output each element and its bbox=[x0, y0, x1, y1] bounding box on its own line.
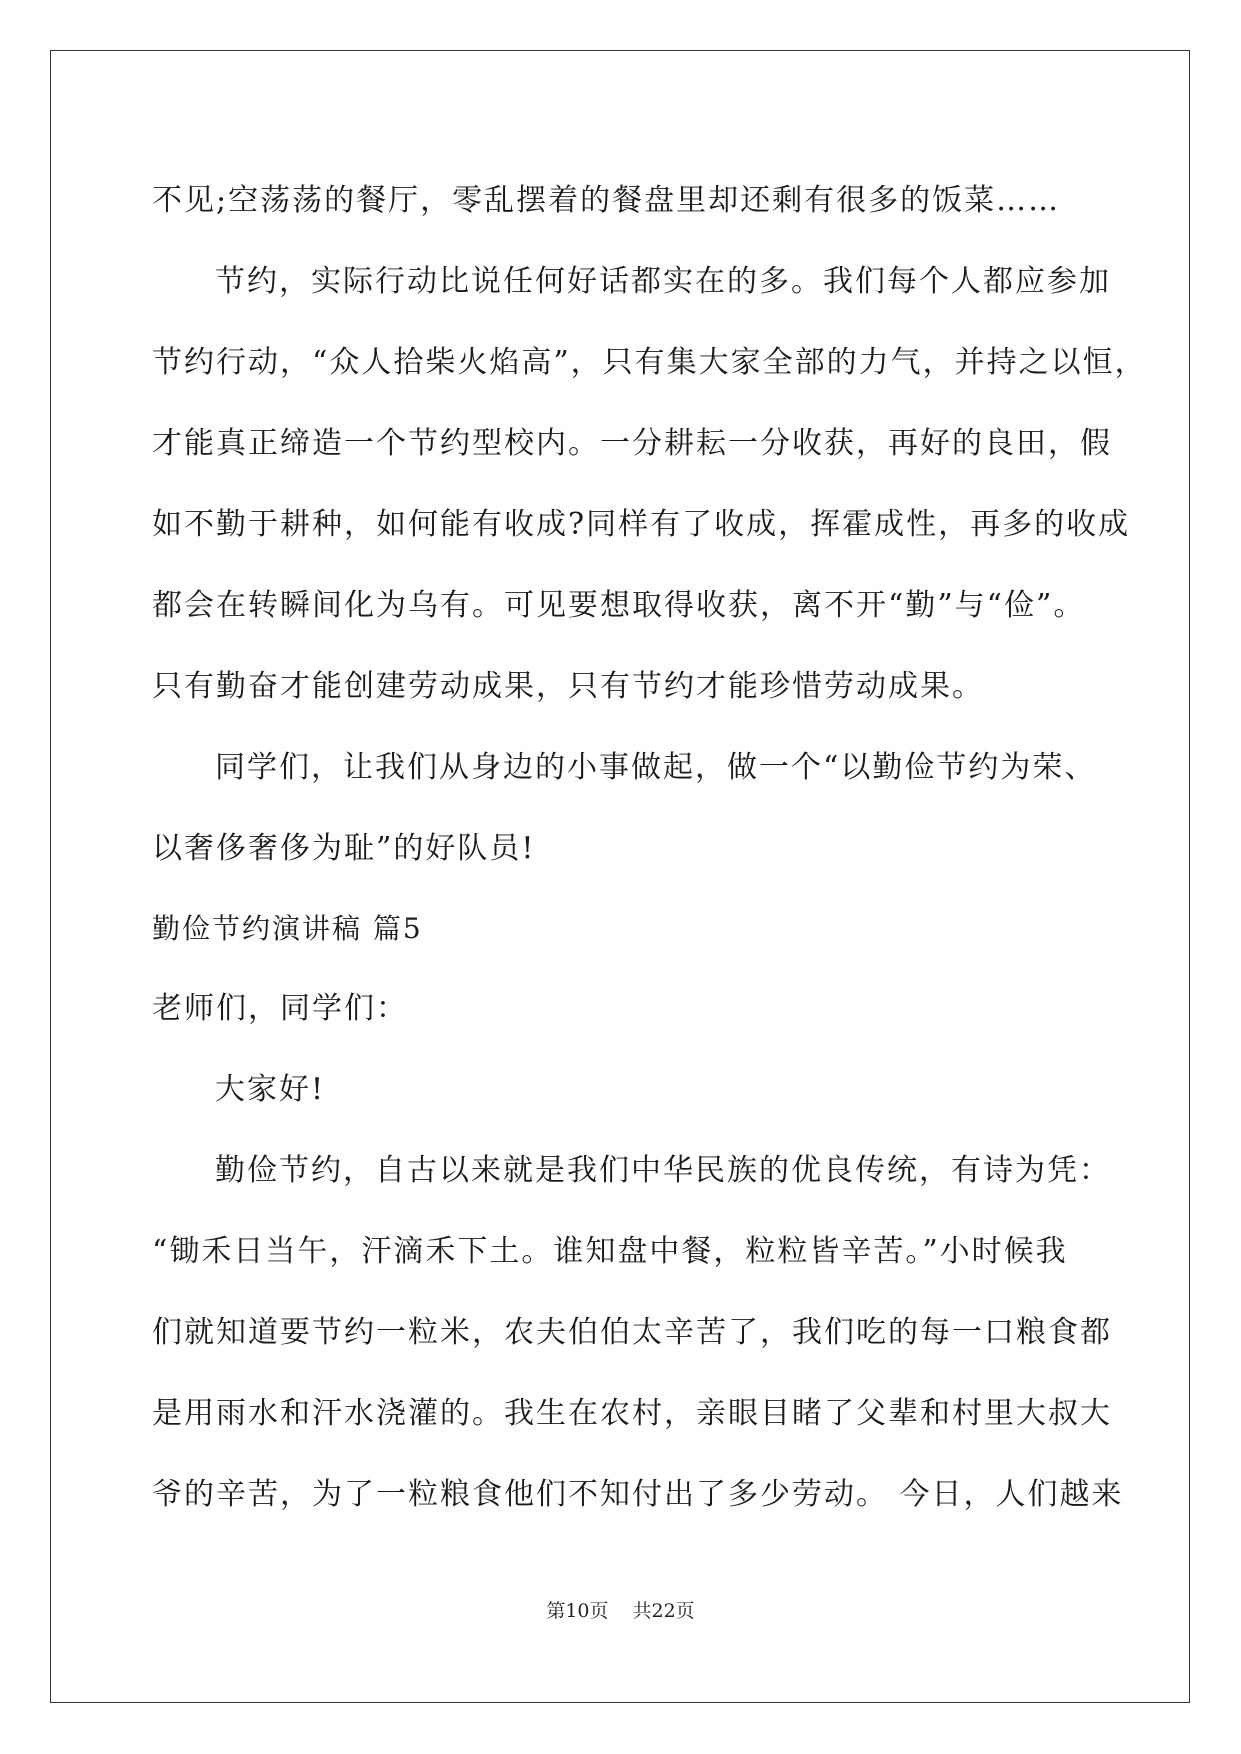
text-line: 爷的辛苦，为了一粒粮食他们不知付出了多少劳动。 今日，人们越来 bbox=[152, 1477, 1124, 1512]
text-line: 节约行动，“众人拾柴火焰高”，只有集大家全部的力气，并持之以恒， bbox=[152, 345, 1147, 380]
text-line: 节约，实际行动比说任何好话都实在的多。我们每个人都应参加 bbox=[215, 264, 1111, 299]
text-line: 是用雨水和汗水浇灌的。我生在农村，亲眼目睹了父辈和村里大叔大 bbox=[152, 1396, 1112, 1431]
text-line: 们就知道要节约一粒米，农夫伯伯太辛苦了，我们吃的每一口粮食都 bbox=[152, 1315, 1112, 1350]
section-heading: 勤俭节约演讲稿 篇5 bbox=[152, 912, 423, 945]
text-line: 不见;空荡荡的餐厅，零乱摆着的餐盘里却还剩有很多的饭菜…… bbox=[152, 183, 1061, 218]
page-total: 共22页 bbox=[632, 1600, 695, 1622]
text-line: “锄禾日当午，汗滴禾下土。谁知盘中餐，粒粒皆辛苦。”小时候我 bbox=[152, 1234, 1068, 1269]
text-line: 以奢侈奢侈为耻”的好队员! bbox=[152, 831, 536, 866]
text-line: 都会在转瞬间化为乌有。可见要想取得收获，离不开“勤”与“俭”。 bbox=[152, 588, 1086, 623]
document-body bbox=[152, 160, 1147, 1535]
page-number: 第10页 bbox=[546, 1600, 609, 1622]
greeting-line: 大家好! bbox=[215, 1072, 326, 1107]
text-line: 只有勤奋才能创建劳动成果，只有节约才能珍惜劳动成果。 bbox=[152, 669, 984, 704]
salutation-line: 老师们，同学们： bbox=[152, 991, 408, 1026]
text-line: 如不勤于耕种，如何能有收成?同样有了收成，挥霍成性，再多的收成 bbox=[152, 507, 1131, 542]
page-footer bbox=[0, 1596, 1241, 1623]
text-line: 同学们，让我们从身边的小事做起，做一个“以勤俭节约为荣、 bbox=[215, 750, 1097, 785]
text-line: 才能真正缔造一个节约型校内。一分耕耘一分收获，再好的良田，假 bbox=[152, 426, 1112, 461]
text-line: 勤俭节约，自古以来就是我们中华民族的优良传统，有诗为凭： bbox=[215, 1153, 1111, 1188]
